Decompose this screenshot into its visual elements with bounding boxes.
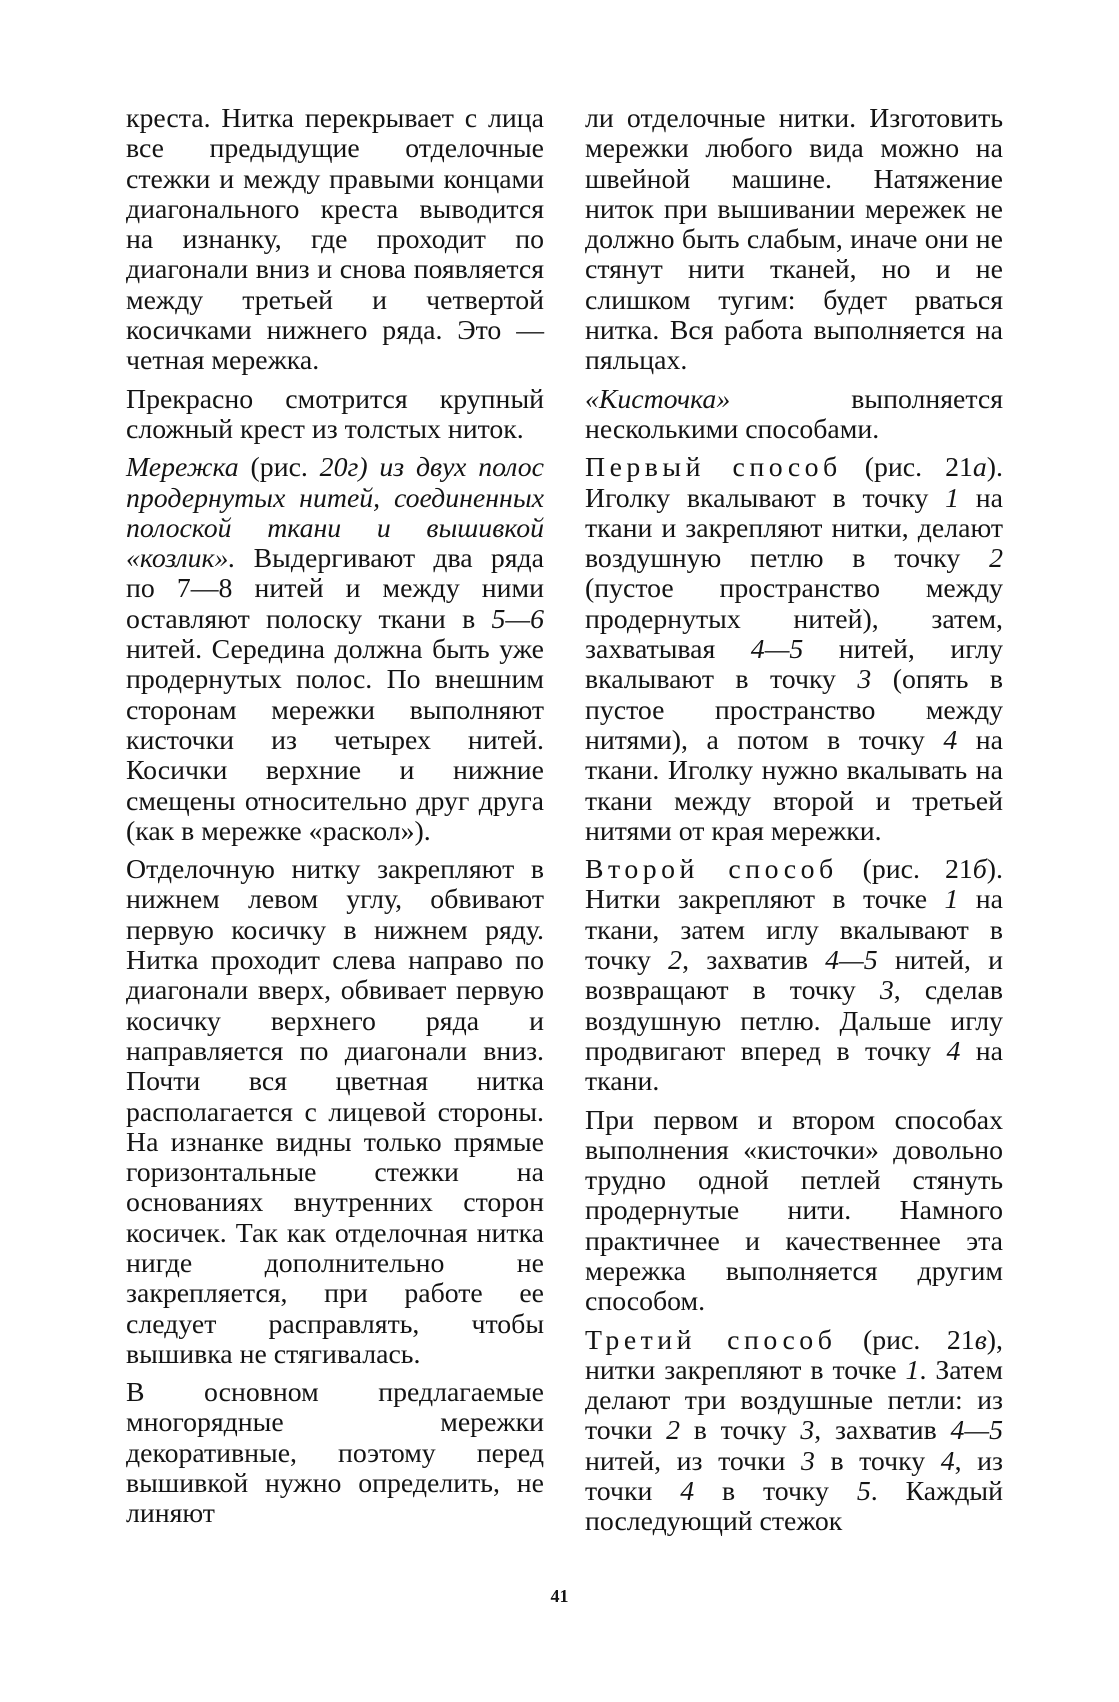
italic-term: Мережка	[126, 452, 239, 484]
paragraph	[585, 453, 1003, 847]
left-column	[126, 104, 544, 1538]
text-run: в точку	[694, 1476, 857, 1508]
italic-number: 1	[944, 884, 959, 916]
text-run: ). Нитки закрепляют в точке	[585, 854, 1003, 916]
italic-number: 4	[946, 1035, 961, 1067]
text-run: . Каждый последующий стежок	[585, 1476, 1003, 1538]
text-run: (рис. 21	[841, 452, 973, 484]
italic-number: 1	[905, 1354, 920, 1386]
text-run: ). Иголку вкалывают в точку	[585, 452, 1003, 514]
italic-term: «Кисточка»	[585, 383, 731, 415]
text-run: (рис. 21	[837, 854, 973, 886]
text-run: , захватив	[682, 945, 826, 977]
italic-number: 3	[857, 664, 872, 696]
paragraph: креста. Нитка перекрывает с лица все предыдущие отделочные стежки и между правыми концами диагонального креста выводится на изнанку, где проходит по диагонали вниз и снова появляется между третьей и четвертой косичками нижнего ряда. Это — четная мережка.	[126, 103, 544, 377]
text-run: , из точки	[585, 1445, 1003, 1508]
italic-number: 3	[800, 1445, 815, 1477]
paragraph	[585, 1326, 1003, 1538]
text-run: , захватив	[814, 1415, 951, 1447]
text-run: (пустое пространство между продернутых нитей), затем, захватывая	[585, 573, 1003, 666]
text-run: нитей, и возвращают в точку	[585, 945, 1004, 1007]
text-run: (опять в пустое пространство между нитями), а потом в точку	[585, 664, 1003, 756]
italic-term: 20г) из двух полос продернутых нитей, соединенных полоской ткани и вышивкой «козлик».	[126, 452, 544, 575]
italic-number: 4—5	[950, 1415, 1003, 1447]
paragraph: Отделочную нитку закрепляют в нижнем левом углу, обвивают первую косичку в нижнем ряду. Нитка проходит слева направо по диагонали вверх, обвивает первую косичку верхнего ряда и направляется по диагонали вниз. Почти вся цветная нитка располагается с лицевой стороны. На изнанке видны только прямые горизонтальные стежки на основаниях внутренних сторон косичек. Так как отделочная нитка нигде дополнительно не закрепляется, при работе ее следует расправлять, чтобы вышивка не стягивалась.	[126, 854, 544, 1370]
text-run: в точку	[680, 1415, 801, 1447]
italic-number: 2	[989, 543, 1003, 575]
italic-letter: а	[972, 452, 987, 484]
paragraph: В основном предлагаемые многорядные мережки декоративные, поэтому перед вышивкой нужно определить, не линяют	[126, 1377, 544, 1530]
text-run: выполняется несколькими способами.	[585, 383, 1003, 445]
paragraph: При первом и втором способах выполнения «кисточки» довольно трудно одной петлей стянуть продернутые нити. Намного практичнее и качественнее эта мережка выполняется другим способом.	[585, 1104, 1003, 1318]
italic-number: 2	[666, 1415, 680, 1447]
text-run: нитей, иглу вкалывают в точку	[585, 634, 1003, 696]
spaced-heading: Второй способ	[585, 854, 838, 886]
italic-number: 2	[668, 945, 683, 977]
italic-number: 4	[943, 724, 958, 756]
text-run: , сделав воздушную петлю. Дальше иглу продвигают вперед в точку	[585, 975, 1003, 1067]
italic-number: 5	[856, 1476, 871, 1508]
text-run: в точку	[814, 1445, 941, 1477]
text-run: нитей, из точки	[585, 1445, 801, 1477]
paragraph: Прекрасно смотрится крупный сложный крест из толстых ниток.	[126, 383, 544, 445]
right-column	[585, 104, 1003, 1546]
italic-number: 1	[945, 482, 960, 514]
text-run: на ткани.	[585, 1035, 1003, 1098]
page-number: 41	[550, 1586, 569, 1606]
paragraph	[126, 453, 544, 847]
italic-number: 3	[879, 975, 894, 1007]
text-run: на ткани и закрепляют нитки, делают воздушную петлю в точку	[585, 482, 1003, 575]
text-run: Выдергивают два ряда по 7—8 нитей и между ними оставляют полоску ткани в	[126, 543, 544, 635]
italic-number: 4—5	[825, 945, 878, 977]
paragraph	[585, 385, 1003, 446]
italic-number: 4—5	[750, 634, 804, 666]
text-run: (рис. 21	[836, 1324, 975, 1356]
italic-letter: б	[972, 854, 987, 886]
spaced-heading: Третий способ	[585, 1324, 837, 1356]
text-run: (рис.	[238, 452, 320, 484]
paragraph: ли отделочные нитки. Изготовить мережки любого вида можно на швейной машине. Натяжение ниток при вышивании мережек не должно быть слабым, иначе они не стянут нити тканей, но и не слишком тугим: будет рваться нитка. Вся работа выполняется на пяльцах.	[585, 103, 1003, 377]
spaced-heading: Первый способ	[585, 452, 842, 484]
italic-number: 3	[800, 1415, 815, 1447]
italic-number: 4	[940, 1445, 955, 1477]
italic-number: 5—6	[491, 603, 544, 635]
italic-number: 4	[680, 1476, 695, 1508]
text-run: . Затем делают три воздушные петли: из точки	[585, 1354, 1003, 1447]
text-run: на ткани. Иголку нужно вкалывать на ткани между второй и третьей нитями от края мережки.	[585, 724, 1004, 847]
italic-letter: в	[974, 1324, 987, 1356]
text-run: ), нитки закрепляют в точке	[585, 1324, 1003, 1386]
text-run: нитей. Середина должна быть уже продернутых полос. По внешним сторонам мережки выполняют кисточки из четырех нитей. Косички верхние и нижние смещены относительно друг друга (как в мережке «раскол»).	[126, 634, 544, 847]
text-run: на ткани, затем иглу вкалывают в точку	[585, 884, 1003, 977]
paragraph	[585, 855, 1003, 1097]
